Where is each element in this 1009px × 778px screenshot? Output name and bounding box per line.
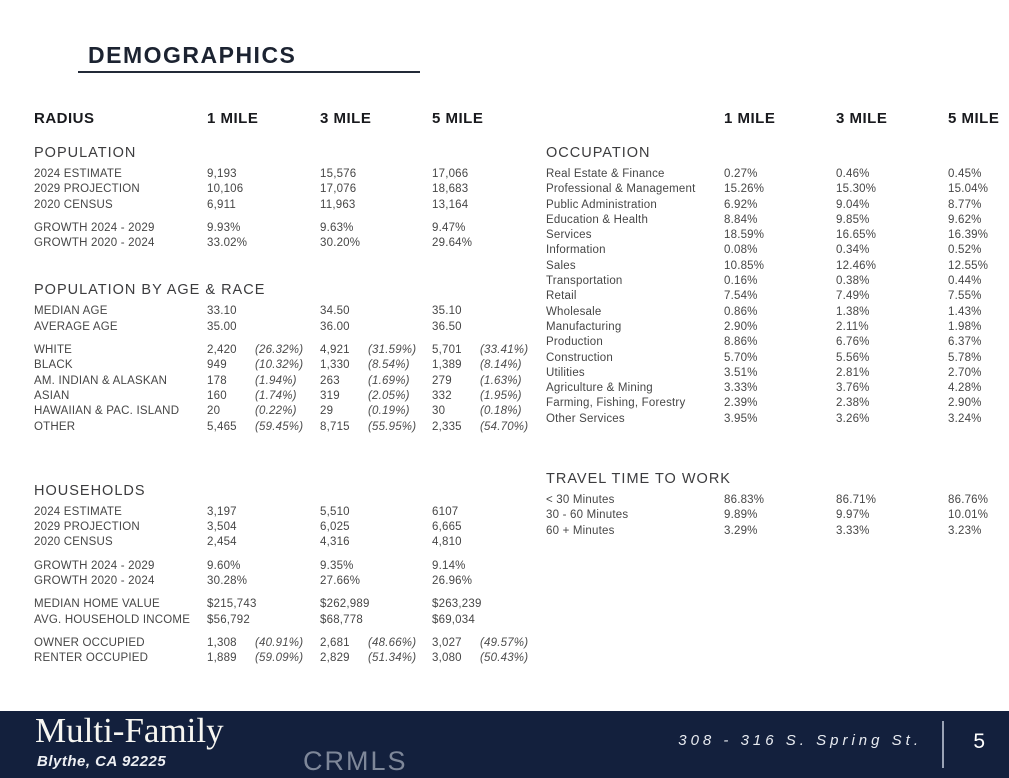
table-row: [34, 304, 518, 319]
value-cell-3mile: 6,025: [320, 521, 350, 534]
value-cell-1mile: 2,454: [207, 536, 237, 549]
value-cell-3mile: 0.34%: [836, 244, 870, 257]
value-cell-5mile: 30 (0.18%): [432, 404, 522, 419]
row-label: ASIAN: [34, 389, 70, 402]
value-cell-3mile: 9.04%: [836, 198, 870, 211]
table-row: [34, 559, 518, 574]
value-cell-3mile: 2,681 (48.66%): [320, 636, 432, 651]
table-row: [546, 524, 1009, 539]
value-cell-1mile: 3.51%: [724, 366, 758, 379]
value-cell-3mile: $262,989: [320, 598, 370, 611]
value-cell-3mile: 2.81%: [836, 366, 870, 379]
value-cell-3mile: 34.50: [320, 305, 350, 318]
value-cell-1mile: 8.84%: [724, 213, 758, 226]
table-row: [34, 520, 518, 535]
value-cell-3mile: 6.76%: [836, 336, 870, 349]
pct-value: (10.32%): [255, 359, 304, 372]
value-cell-5mile: 15.04%: [948, 183, 989, 196]
table-row: [34, 320, 518, 335]
page-number: 5: [973, 730, 985, 753]
value-cell-1mile: 2.39%: [724, 397, 758, 410]
table-row: [546, 508, 1009, 523]
table-row: [34, 613, 518, 628]
value-cell-1mile: 0.16%: [724, 275, 758, 288]
section-header-age-race: POPULATION BY AGE & RACE: [34, 282, 266, 299]
value-cell-5mile: 10.01%: [948, 509, 989, 522]
value-cell-5mile: $263,239: [432, 598, 482, 611]
row-label: Services: [546, 229, 592, 242]
value-cell-1mile: $215,743: [207, 598, 257, 611]
row-label: Manufacturing: [546, 320, 622, 333]
value-cell-1mile: 1,889 (59.09%): [207, 651, 320, 666]
pct-value: (55.95%): [368, 420, 417, 433]
value-cell-3mile: 3.76%: [836, 382, 870, 395]
row-label: Wholesale: [546, 305, 602, 318]
value-cell-1mile: 10,106: [207, 183, 244, 196]
value-cell-3mile: 8,715 (55.95%): [320, 420, 432, 435]
value-cell-5mile: 3.24%: [948, 412, 982, 425]
value-cell-3mile: 9.85%: [836, 213, 870, 226]
value-cell-5mile: 0.45%: [948, 168, 982, 180]
value-cell-3mile: 9.63%: [320, 221, 354, 234]
table-row: [34, 404, 522, 419]
value-cell-5mile: 29.64%: [432, 237, 473, 250]
row-label: AM. INDIAN & ALASKAN: [34, 374, 168, 387]
value-cell-1mile: 3,197: [207, 505, 237, 518]
radius-label-empty: [546, 110, 724, 128]
table-row: [546, 396, 1009, 411]
value-cell-5mile: 0.52%: [948, 244, 982, 257]
row-label: 2024 ESTIMATE: [34, 168, 123, 180]
occupation-rows: [546, 167, 1009, 427]
value-cell-3mile: 263 (1.69%): [320, 374, 432, 389]
value-cell-5mile: 36.50: [432, 320, 462, 333]
value-cell-1mile: 2.90%: [724, 320, 758, 333]
table-row: [546, 274, 1009, 289]
row-label: Construction: [546, 351, 613, 364]
value-cell-1mile: 1,308 (40.91%): [207, 636, 320, 651]
value-cell-3mile: 2.38%: [836, 397, 870, 410]
table-row: [34, 358, 522, 373]
value-cell-1mile: 9.89%: [724, 509, 758, 522]
row-label: BLACK: [34, 359, 73, 372]
value-cell-1mile: 0.08%: [724, 244, 758, 257]
row-label: Retail: [546, 290, 577, 303]
pct-value: (40.91%): [255, 636, 304, 649]
row-label: MEDIAN HOME VALUE: [34, 598, 160, 611]
value-cell-1mile: 3.33%: [724, 382, 758, 395]
value-cell-1mile: 33.02%: [207, 237, 248, 250]
row-label: Utilities: [546, 366, 585, 379]
value-cell-5mile: $69,034: [432, 613, 475, 626]
value-cell-5mile: 12.55%: [948, 259, 989, 272]
pct-value: (0.18%): [480, 405, 522, 418]
value-cell-5mile: 1.43%: [948, 305, 982, 318]
value-cell-5mile: 1,389 (8.14%): [432, 358, 522, 373]
value-cell-3mile: 15,576: [320, 168, 357, 180]
value-cell-5mile: 3,027 (49.57%): [432, 636, 528, 651]
value-cell-5mile: 86.76%: [948, 494, 989, 507]
value-cell-3mile: 9.97%: [836, 509, 870, 522]
value-cell-3mile: 5,510: [320, 505, 350, 518]
value-cell-5mile: 2.90%: [948, 397, 982, 410]
column-header-1mile: 1 MILE: [724, 110, 776, 127]
row-label: GROWTH 2024 - 2029: [34, 559, 155, 572]
table-row: [34, 574, 518, 589]
value-cell-3mile: 16.65%: [836, 229, 877, 242]
table-row: [546, 351, 1009, 366]
row-label: Sales: [546, 259, 576, 272]
table-row: [546, 243, 1009, 258]
value-cell-5mile: 0.44%: [948, 275, 982, 288]
column-header-3mile: 3 MILE: [320, 110, 372, 127]
value-cell-3mile: 1.38%: [836, 305, 870, 318]
table-row: [34, 651, 529, 666]
value-cell-1mile: 5,465 (59.45%): [207, 420, 320, 435]
table-row: [34, 198, 518, 213]
section-header-occupation: OCCUPATION: [546, 145, 651, 161]
row-label: AVG. HOUSEHOLD INCOME: [34, 613, 191, 626]
table-row: [34, 167, 518, 182]
households-rows: [34, 505, 529, 667]
value-cell-3mile: 15.30%: [836, 183, 877, 196]
section-header-travel-time: TRAVEL TIME TO WORK: [546, 471, 731, 488]
pct-value: (0.22%): [255, 405, 297, 418]
value-cell-3mile: 30.20%: [320, 237, 361, 250]
value-cell-3mile: 27.66%: [320, 575, 361, 588]
radius-header-row-right: [546, 110, 1009, 128]
value-cell-3mile: 4,921 (31.59%): [320, 343, 432, 358]
value-cell-1mile: 20 (0.22%): [207, 404, 320, 419]
value-cell-1mile: 0.86%: [724, 305, 758, 318]
value-cell-1mile: 178 (1.94%): [207, 374, 320, 389]
property-location: Blythe, CA 92225: [37, 753, 167, 770]
value-cell-1mile: 15.26%: [724, 183, 765, 196]
value-cell-1mile: $56,792: [207, 613, 250, 626]
pct-value: (8.54%): [368, 359, 410, 372]
value-cell-5mile: 1.98%: [948, 320, 982, 333]
table-row: [34, 389, 522, 404]
page-title: DEMOGRAPHICS: [88, 42, 297, 68]
row-label: Information: [546, 244, 606, 257]
value-cell-3mile: 0.38%: [836, 275, 870, 288]
value-cell-3mile: 2.11%: [836, 320, 869, 333]
value-cell-3mile: 0.46%: [836, 168, 870, 180]
table-row: [546, 335, 1009, 350]
table-row: [546, 182, 1009, 197]
row-label: 2020 CENSUS: [34, 536, 113, 549]
pct-value: (31.59%): [368, 344, 417, 357]
row-label: Real Estate & Finance: [546, 168, 665, 180]
pct-value: (54.70%): [480, 420, 529, 433]
value-cell-3mile: 29 (0.19%): [320, 404, 432, 419]
pct-value: (1.74%): [255, 389, 297, 402]
travel-time-rows: [546, 493, 1009, 539]
value-cell-3mile: 7.49%: [836, 290, 870, 303]
table-row: [34, 535, 518, 550]
row-label: Agriculture & Mining: [546, 382, 653, 395]
table-row: [546, 381, 1009, 396]
footer-bar: [0, 711, 1009, 778]
value-cell-3mile: 3.33%: [836, 524, 870, 537]
row-label: Production: [546, 336, 603, 349]
value-cell-1mile: 3.95%: [724, 412, 758, 425]
value-cell-5mile: 9.47%: [432, 221, 466, 234]
value-cell-1mile: 9.60%: [207, 559, 241, 572]
title-underline: [78, 71, 420, 73]
value-cell-5mile: 7.55%: [948, 290, 982, 303]
table-row: [546, 412, 1009, 427]
value-cell-1mile: 8.86%: [724, 336, 758, 349]
demographics-left-table: [34, 110, 529, 667]
row-label: 2029 PROJECTION: [34, 521, 140, 534]
table-row: [34, 636, 529, 651]
value-cell-5mile: 16.39%: [948, 229, 989, 242]
value-cell-1mile: 9.93%: [207, 221, 241, 234]
value-cell-5mile: 2,335 (54.70%): [432, 420, 528, 435]
value-cell-3mile: $68,778: [320, 613, 363, 626]
column-header-3mile: 3 MILE: [836, 110, 888, 127]
row-label: Professional & Management: [546, 183, 696, 196]
value-cell-5mile: 5.78%: [948, 351, 982, 364]
table-row: [546, 320, 1009, 335]
value-cell-5mile: 4,810: [432, 536, 462, 549]
row-label: Other Services: [546, 412, 625, 425]
row-label: 60 + Minutes: [546, 524, 615, 537]
value-cell-1mile: 949 (10.32%): [207, 358, 320, 373]
table-row: [34, 374, 522, 389]
section-header-households: HOUSEHOLDS: [34, 482, 146, 499]
table-row: [34, 182, 518, 197]
property-address: 308 - 316 S. Spring St.: [678, 732, 922, 749]
value-cell-5mile: 5,701 (33.41%): [432, 343, 528, 358]
value-cell-3mile: 17,076: [320, 183, 357, 196]
table-row: [546, 167, 1009, 182]
value-cell-5mile: 17,066: [432, 168, 469, 180]
value-cell-3mile: 2,829 (51.34%): [320, 651, 432, 666]
table-row: [546, 259, 1009, 274]
value-cell-1mile: 86.83%: [724, 494, 765, 507]
radius-label: RADIUS: [34, 110, 95, 127]
value-cell-5mile: 8.77%: [948, 198, 982, 211]
row-label: GROWTH 2020 - 2024: [34, 575, 155, 588]
value-cell-5mile: 6107: [432, 505, 459, 518]
value-cell-5mile: 4.28%: [948, 382, 982, 395]
radius-header-row: [34, 110, 518, 128]
table-row: [546, 198, 1009, 213]
table-row: [34, 505, 518, 520]
value-cell-5mile: 6.37%: [948, 336, 982, 349]
value-cell-1mile: 18.59%: [724, 229, 765, 242]
value-cell-3mile: 1,330 (8.54%): [320, 358, 432, 373]
row-label: HAWAIIAN & PAC. ISLAND: [34, 405, 180, 418]
pct-value: (48.66%): [368, 636, 417, 649]
value-cell-5mile: 26.96%: [432, 575, 473, 588]
table-row: [34, 597, 518, 612]
value-cell-1mile: 2,420 (26.32%): [207, 343, 320, 358]
value-cell-5mile: 6,665: [432, 521, 462, 534]
row-label: Transportation: [546, 275, 623, 288]
value-cell-3mile: 5.56%: [836, 351, 870, 364]
pct-value: (51.34%): [368, 652, 417, 665]
value-cell-1mile: 3,504: [207, 521, 237, 534]
value-cell-5mile: 2.70%: [948, 366, 982, 379]
value-cell-5mile: 18,683: [432, 183, 469, 196]
value-cell-1mile: 0.27%: [724, 168, 758, 180]
table-row: [546, 289, 1009, 304]
value-cell-3mile: 3.26%: [836, 412, 870, 425]
row-label: Education & Health: [546, 213, 649, 226]
row-label: Public Administration: [546, 198, 657, 211]
value-cell-5mile: 279 (1.63%): [432, 374, 522, 389]
value-cell-3mile: 86.71%: [836, 494, 877, 507]
value-cell-1mile: 35.00: [207, 320, 237, 333]
row-label: GROWTH 2020 - 2024: [34, 237, 155, 250]
table-row: [546, 228, 1009, 243]
pct-value: (0.19%): [368, 405, 410, 418]
value-cell-1mile: 5.70%: [724, 351, 758, 364]
pct-value: (59.45%): [255, 420, 304, 433]
pct-value: (2.05%): [368, 389, 410, 402]
value-cell-5mile: 13,164: [432, 198, 469, 211]
value-cell-1mile: 30.28%: [207, 575, 248, 588]
table-row: [34, 343, 529, 358]
row-label: OWNER OCCUPIED: [34, 636, 145, 649]
row-label: 30 - 60 Minutes: [546, 509, 629, 522]
value-cell-5mile: 332 (1.95%): [432, 389, 522, 404]
value-cell-5mile: 9.62%: [948, 213, 982, 226]
population-rows: [34, 167, 518, 251]
row-label: GROWTH 2024 - 2029: [34, 221, 155, 234]
row-label: RENTER OCCUPIED: [34, 652, 149, 665]
crmls-watermark: CRMLS: [303, 746, 408, 776]
column-header-1mile: 1 MILE: [207, 110, 259, 127]
value-cell-1mile: 3.29%: [724, 524, 758, 537]
value-cell-3mile: 9.35%: [320, 559, 354, 572]
pct-value: (33.41%): [480, 344, 529, 357]
value-cell-1mile: 33.10: [207, 305, 237, 318]
value-cell-5mile: 35.10: [432, 305, 462, 318]
section-header-population: POPULATION: [34, 145, 137, 161]
value-cell-1mile: 6,911: [207, 198, 236, 211]
column-header-5mile: 5 MILE: [432, 110, 484, 127]
column-header-5mile: 5 MILE: [948, 110, 1000, 127]
value-cell-5mile: 9.14%: [432, 559, 466, 572]
pct-value: (26.32%): [255, 344, 304, 357]
row-label: < 30 Minutes: [546, 494, 615, 507]
value-cell-1mile: 160 (1.74%): [207, 389, 320, 404]
footer-divider: [942, 721, 944, 768]
demographics-right-table: [546, 110, 1009, 539]
age-race-rows: [34, 304, 529, 434]
pct-value: (1.95%): [480, 389, 522, 402]
property-type-title: Multi-Family: [35, 711, 224, 750]
value-cell-1mile: 9,193: [207, 168, 237, 180]
pct-value: (1.69%): [368, 374, 410, 387]
row-label: OTHER: [34, 420, 76, 433]
row-label: Farming, Fishing, Forestry: [546, 397, 686, 410]
row-label: 2020 CENSUS: [34, 198, 113, 211]
pct-value: (1.63%): [480, 374, 522, 387]
value-cell-5mile: 3.23%: [948, 524, 982, 537]
table-row: [34, 420, 529, 435]
value-cell-1mile: 10.85%: [724, 259, 765, 272]
table-row: [546, 493, 1009, 508]
pct-value: (50.43%): [480, 652, 529, 665]
pct-value: (1.94%): [255, 374, 297, 387]
table-row: [34, 236, 518, 251]
table-row: [546, 305, 1009, 320]
value-cell-1mile: 6.92%: [724, 198, 758, 211]
row-label: MEDIAN AGE: [34, 305, 108, 318]
row-label: 2024 ESTIMATE: [34, 505, 123, 518]
value-cell-3mile: 36.00: [320, 320, 350, 333]
table-row: [34, 221, 518, 236]
row-label: WHITE: [34, 344, 73, 357]
value-cell-3mile: 319 (2.05%): [320, 389, 432, 404]
value-cell-5mile: 3,080 (50.43%): [432, 651, 528, 666]
table-row: [546, 213, 1009, 228]
value-cell-3mile: 11,963: [320, 198, 356, 211]
value-cell-3mile: 4,316: [320, 536, 350, 549]
pct-value: (8.14%): [480, 359, 522, 372]
table-row: [546, 366, 1009, 381]
row-label: AVERAGE AGE: [34, 320, 118, 333]
pct-value: (59.09%): [255, 652, 304, 665]
row-label: 2029 PROJECTION: [34, 183, 140, 196]
value-cell-3mile: 12.46%: [836, 259, 877, 272]
pct-value: (49.57%): [480, 636, 529, 649]
value-cell-1mile: 7.54%: [724, 290, 758, 303]
